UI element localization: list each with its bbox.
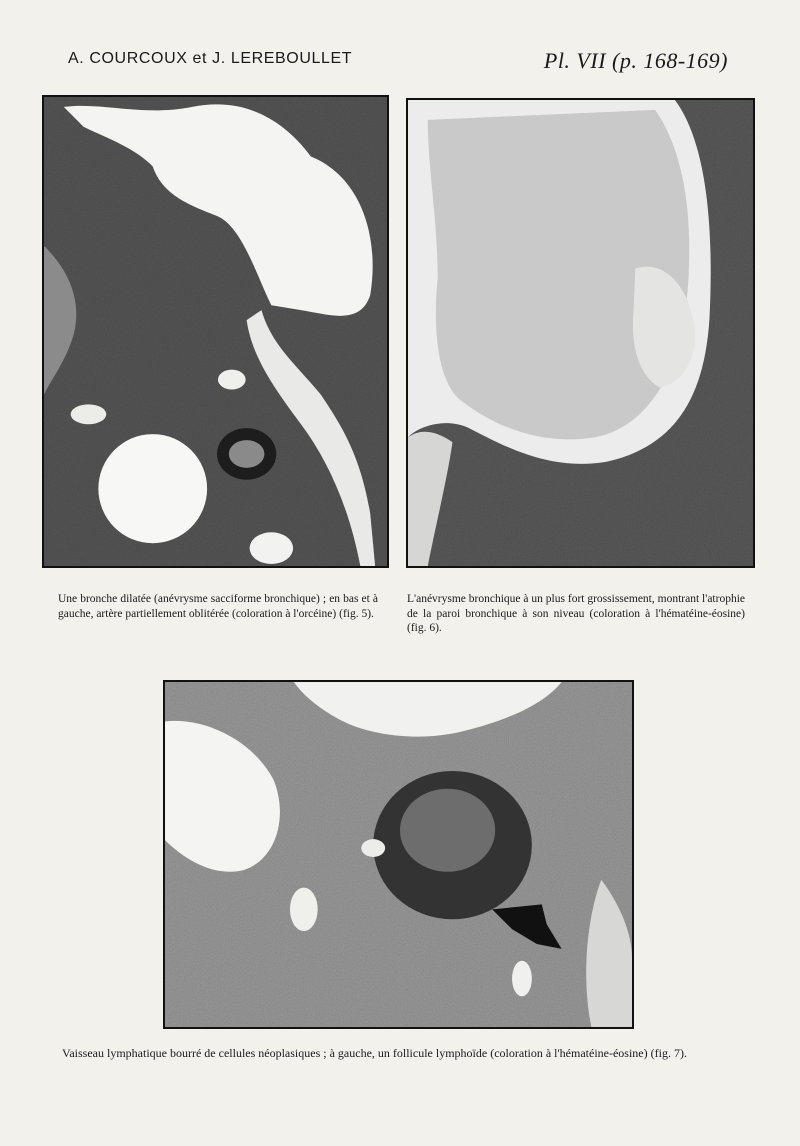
figure-5-micrograph <box>42 95 389 568</box>
header-plate-number: Pl. VII (p. 168-169) <box>543 48 728 73</box>
figure-6-caption: L'anévrysme bronchique à un plus fort grossissement, montrant l'atrophie de la paroi bronchique à son niveau (coloration à l'hématéine-éosine) (fig. 6). <box>407 593 745 634</box>
figure-5-caption: Une bronche dilatée (anévrysme sacciforme bronchique) ; en bas et à gauche, artère partiellement oblitérée (coloration à l'orcéine) (fig. 5). <box>58 593 378 620</box>
figure-7-micrograph <box>163 680 634 1029</box>
figure-6-micrograph <box>406 98 755 568</box>
header-authors: A. COURCOUX et J. LEREBOULLET <box>68 50 353 67</box>
figure-7-caption: Vaisseau lymphatique bourré de cellules néoplasiques ; à gauche, un follicule lymphoïde (coloration à l'hématéine-éosine) (fig. 7). <box>62 1046 687 1060</box>
